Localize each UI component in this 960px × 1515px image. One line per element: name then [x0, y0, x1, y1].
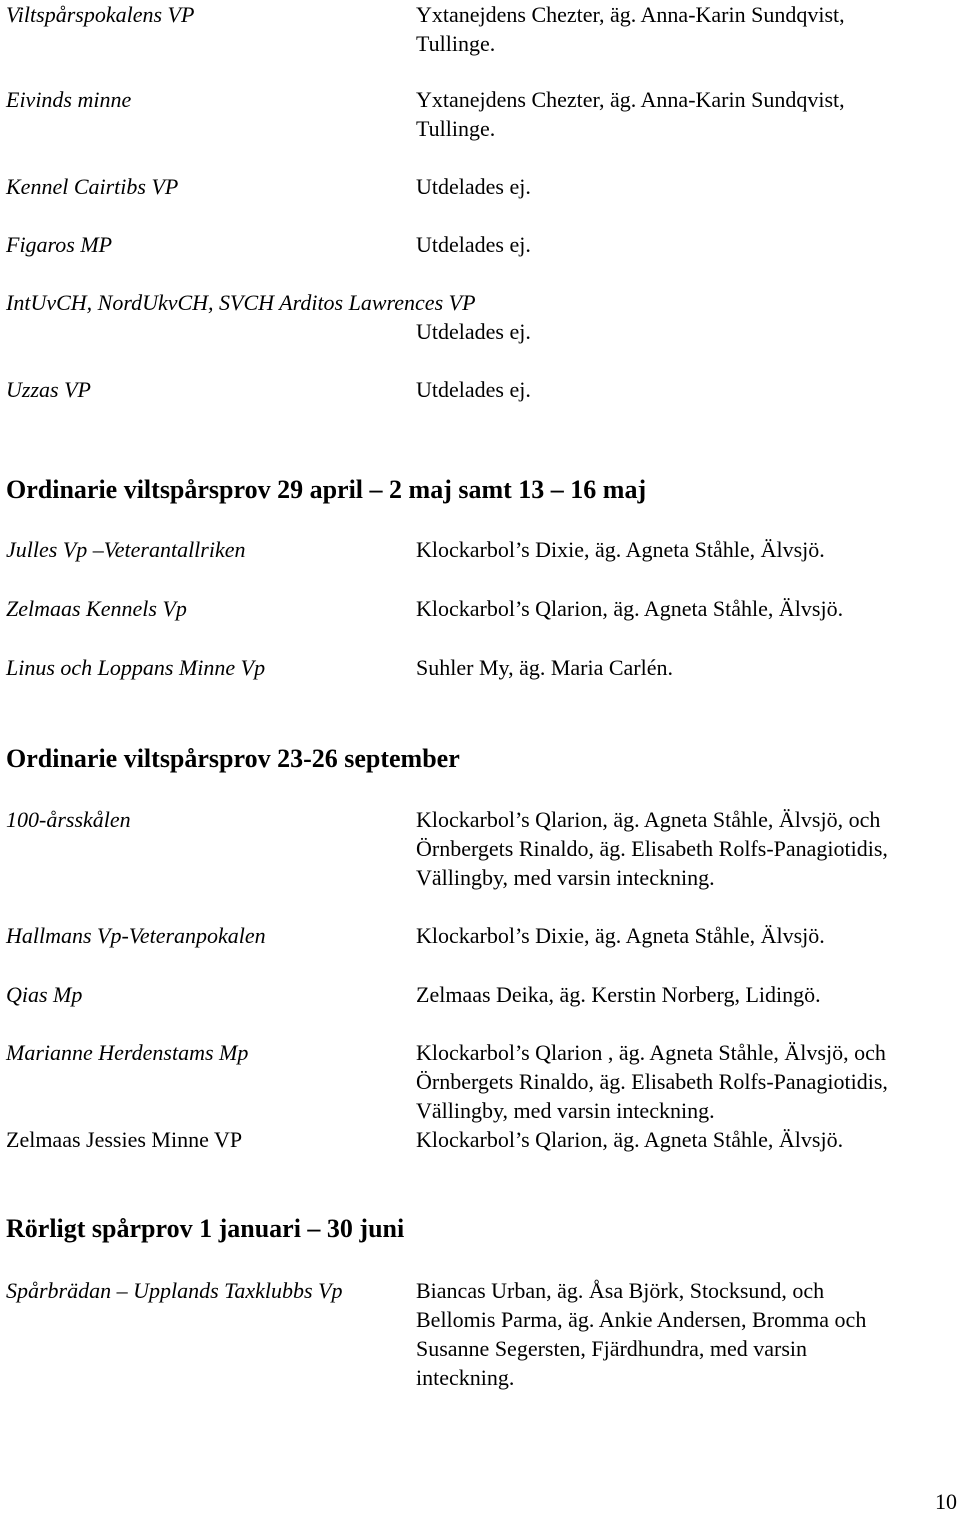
winner-line: Zelmaas Deika, äg. Kerstin Norberg, Lidingö.	[416, 982, 821, 1007]
winner-line: Klockarbol’s Dixie, äg. Agneta Ståhle, Älvsjö.	[416, 923, 825, 948]
winner-line: Klockarbol’s Qlarion, äg. Agneta Ståhle, Älvsjö, och	[416, 807, 881, 832]
winner-line: Yxtanejdens Chezter, äg. Anna-Karin Sundqvist,	[416, 87, 845, 112]
winner-text	[416, 0, 956, 58]
trophy-name: 100-årsskålen	[6, 807, 131, 832]
winner-line: Tullinge.	[416, 116, 496, 141]
winner-line: Vällingby, med varsin inteckning.	[416, 865, 715, 890]
trophy-name: Julles Vp –Veterantallriken	[6, 537, 246, 562]
section-heading: Ordinarie viltspårsprov 29 april – 2 maj samt 13 – 16 maj	[6, 475, 647, 504]
winner-text	[416, 230, 956, 259]
trophy-name: Spårbrädan – Upplands Taxklubbs Vp	[6, 1278, 343, 1303]
trophy-name: Linus och Loppans Minne Vp	[6, 655, 266, 680]
section-heading: Ordinarie viltspårsprov 23-26 september	[6, 744, 460, 773]
section-heading: Rörligt spårprov 1 januari – 30 juni	[6, 1214, 405, 1243]
trophy-name: Zelmaas Kennels Vp	[6, 596, 187, 621]
winner-text	[416, 1276, 956, 1392]
winner-line: Bellomis Parma, äg. Ankie Andersen, Bromma och	[416, 1307, 867, 1332]
trophy-name: Qias Mp	[6, 982, 83, 1007]
winner-line: Utdelades ej.	[416, 174, 531, 199]
winner-text	[416, 980, 956, 1009]
trophy-name: Marianne Herdenstams Mp	[6, 1040, 249, 1065]
trophy-name: Eivinds minne	[6, 87, 132, 112]
winner-line: Vällingby, med varsin inteckning.	[416, 1098, 715, 1123]
winner-line: Örnbergets Rinaldo, äg. Elisabeth Rolfs-Panagiotidis,	[416, 1069, 888, 1094]
winner-line: Tullinge.	[416, 31, 496, 56]
winner-text	[416, 805, 956, 892]
winner-text	[416, 653, 956, 682]
trophy-name-wide: IntUvCH, NordUkvCH, SVCH Arditos Lawrences VP	[6, 290, 476, 315]
winner-text	[416, 594, 956, 623]
trophy-name: Uzzas VP	[6, 377, 91, 402]
winner-line: inteckning.	[416, 1365, 515, 1390]
winner-text	[416, 85, 956, 143]
winner-line: Utdelades ej.	[416, 377, 531, 402]
trophy-name: Figaros MP	[6, 232, 113, 257]
winner-line: Klockarbol’s Qlarion, äg. Agneta Ståhle, Älvsjö.	[416, 1127, 844, 1152]
winner-line: Klockarbol’s Dixie, äg. Agneta Ståhle, Älvsjö.	[416, 537, 825, 562]
winner-text	[416, 921, 956, 950]
trophy-name: Viltspårspokalens VP	[6, 2, 195, 27]
winner-text	[416, 535, 956, 564]
winner-text	[416, 375, 956, 404]
winner-line: Yxtanejdens Chezter, äg. Anna-Karin Sundqvist,	[416, 2, 845, 27]
trophy-name: Zelmaas Jessies Minne VP	[6, 1127, 243, 1152]
trophy-name: Kennel Cairtibs VP	[6, 174, 179, 199]
winner-line: Klockarbol’s Qlarion , äg. Agneta Ståhle, Älvsjö, och	[416, 1040, 886, 1065]
trophy-name: Hallmans Vp-Veteranpokalen	[6, 923, 266, 948]
winner-line: Örnbergets Rinaldo, äg. Elisabeth Rolfs-Panagiotidis,	[416, 836, 888, 861]
winner-line: Suhler My, äg. Maria Carlén.	[416, 655, 674, 680]
winner-text	[416, 1038, 956, 1125]
winner-line: Utdelades ej.	[416, 232, 531, 257]
winner-line: Biancas Urban, äg. Åsa Björk, Stocksund, och	[416, 1278, 825, 1303]
winner-text: Utdelades ej.	[416, 319, 531, 344]
winner-text	[416, 172, 956, 201]
winner-line: Klockarbol’s Qlarion, äg. Agneta Ståhle, Älvsjö.	[416, 596, 844, 621]
winner-text	[416, 1125, 956, 1154]
page-number: 10	[935, 1489, 957, 1514]
winner-line: Susanne Segersten, Fjärdhundra, med varsin	[416, 1336, 808, 1361]
